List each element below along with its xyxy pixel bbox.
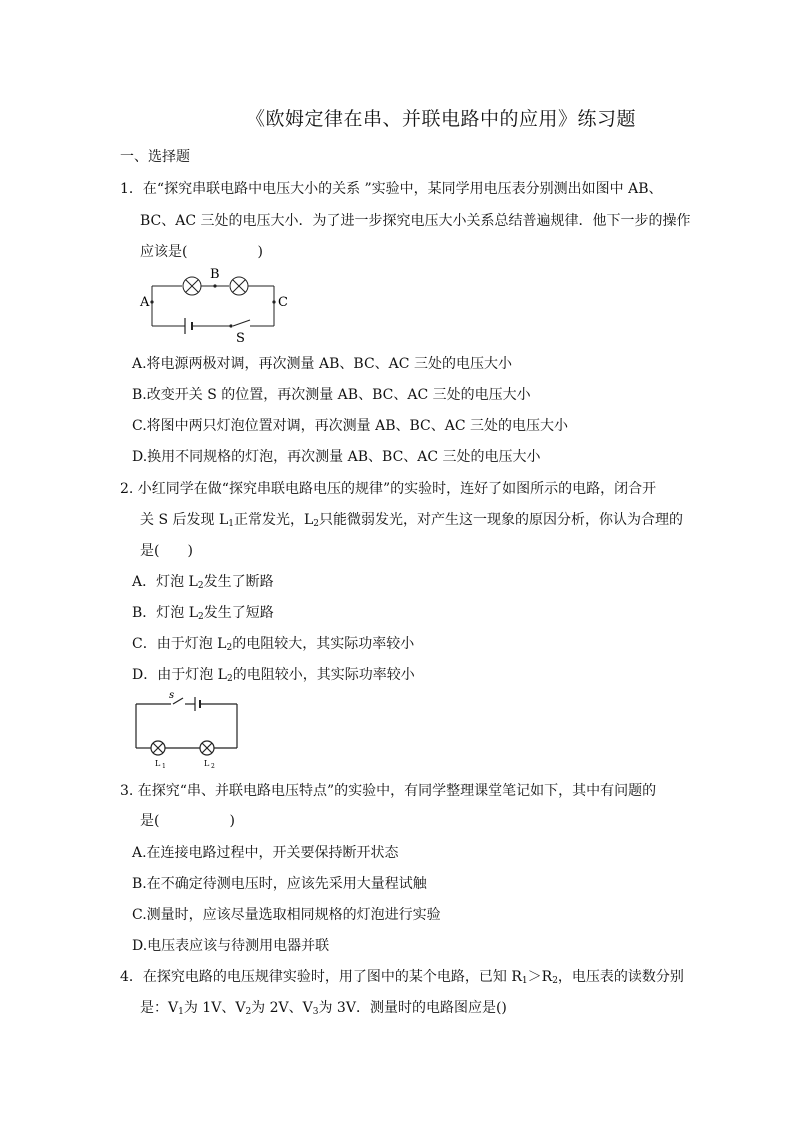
q3-text-line1: 3. 在探究“串、并联电路电压特点”的实验中，有同学整理课堂笔记如下，其中有问题的 xyxy=(120,783,657,799)
q1-label-b: B xyxy=(210,267,220,282)
q1-option-b: B.改变开关 S 的位置，再次测量 AB、BC、AC 三处的电压大小 xyxy=(132,387,531,403)
q1-text-line3: 应该是( ) xyxy=(140,244,263,260)
q1-label-s: S xyxy=(236,331,245,346)
q2-text-line1: 2. 小红同学在做“探究串联电路电压的规律”的实验时，连好了如图所示的电路，闭合开 xyxy=(120,481,657,497)
q1-text-line1: 1．在“探究串联电路中电压大小的关系 ”实验中，某同学用电压表分别测出如图中 AB、 xyxy=(120,181,663,197)
q2-option-a: A．灯泡 $L_2$发生了断路 xyxy=(132,574,274,591)
q3-text-line2: 是( ) xyxy=(140,813,235,829)
q2-text-line3: 是( ) xyxy=(140,543,193,559)
q3-option-b: B.在不确定待测电压时，应该先采用大量程试触 xyxy=(132,876,427,892)
q4-text-line1: 4．在探究电路的电压规律实验时，用了图中的某个电路，已知 $R_1>R_2$，电压表的读数分别 xyxy=(120,969,684,986)
q3-option-c: C.测量时，应该尽量选取相同规格的灯泡进行实验 xyxy=(132,907,441,923)
section-heading: 一、选择题 xyxy=(120,149,190,165)
q3-option-a: A.在连接电路过程中，开关要保持断开状态 xyxy=(132,845,399,861)
q1-option-a: A.将电源两极对调，再次测量 AB、BC、AC 三处的电压大小 xyxy=(132,356,512,372)
q2-label-l2-sub: 2 xyxy=(211,763,215,770)
page-title: 《欧姆定律在串、并联电路中的应用》练习题 xyxy=(245,108,636,130)
q2-option-d: D．由于灯泡 $L_2$的电阻较小，其实际功率较小 xyxy=(132,667,415,684)
q1-text-line2: BC、AC 三处的电压大小．为了进一步探究电压大小关系总结普遍规律．他下一步的操作 xyxy=(140,213,691,229)
q2-label-l2: L xyxy=(204,759,210,768)
q2-option-c: C．由于灯泡 $L_2$的电阻较大，其实际功率较小 xyxy=(132,636,415,653)
q2-option-b: B．灯泡 $L_2$发生了短路 xyxy=(132,605,274,622)
q2-label-l1: L xyxy=(155,759,161,768)
q3-option-d: D.电压表应该与待测用电器并联 xyxy=(132,938,330,954)
q2-text-line2: 关 S 后发现 $L_1$正常发光，$L_2$只能微弱发光，对产生这一现象的原因分析，你认为合理的 xyxy=(140,512,684,529)
q2-label-l1-sub: 1 xyxy=(162,763,166,770)
q2-label-s: s xyxy=(169,690,175,701)
q1-option-d: D.换用不同规格的灯泡，再次测量 AB、BC、AC 三处的电压大小 xyxy=(132,449,541,465)
q1-circuit-diagram xyxy=(140,268,300,346)
q4-text-line2: 是：$V_1$为 1V、$V_2$为 2V、$V_3$为 3V．测量时的电路图应是() xyxy=(140,1000,507,1017)
q1-label-c: C xyxy=(278,295,288,310)
q1-option-c: C.将图中两只灯泡位置对调，再次测量 AB、BC、AC 三处的电压大小 xyxy=(132,418,569,434)
q1-label-a: A xyxy=(140,295,150,310)
q2-circuit-diagram xyxy=(133,690,243,770)
